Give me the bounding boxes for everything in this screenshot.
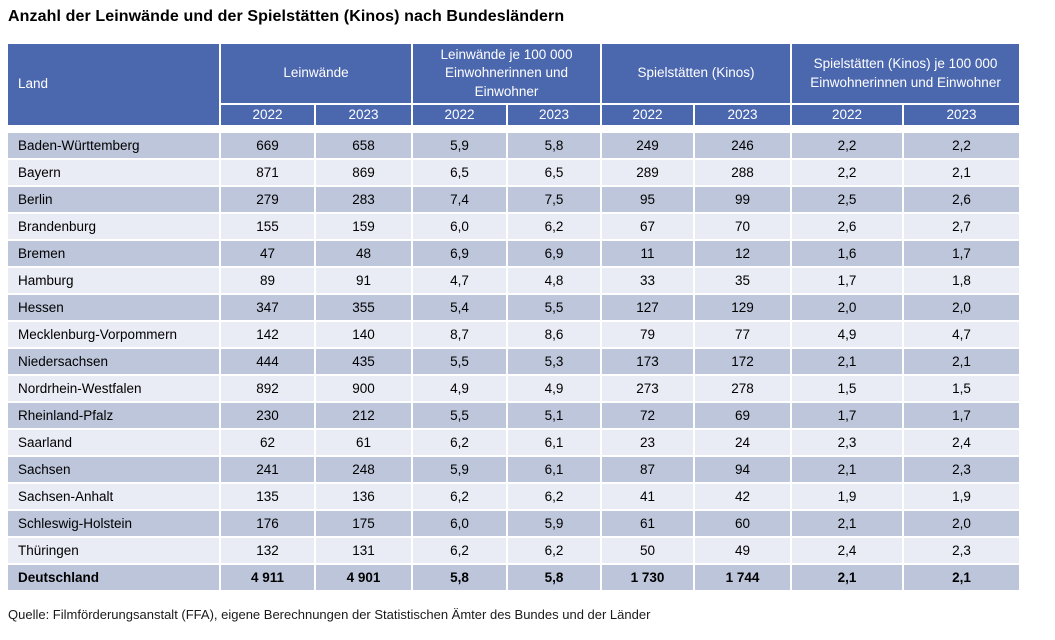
table-row	[8, 457, 1019, 482]
year-header-leinwaende-je-2023: 2023	[508, 105, 600, 131]
table-row	[8, 376, 1019, 401]
cell-value: 61	[602, 511, 693, 536]
cell-value: 5,5	[508, 295, 600, 320]
row-land-label: Niedersachsen	[8, 349, 219, 374]
cell-value: 175	[316, 511, 411, 536]
cell-value: 132	[221, 538, 314, 563]
table-row	[8, 430, 1019, 455]
cell-value: 135	[221, 484, 314, 509]
cell-value: 91	[316, 268, 411, 293]
column-group-spielstaetten-je-100000: Spielstätten (Kinos) je 100 000 Einwohnerinnen und Einwohner	[792, 44, 1019, 103]
row-land-label: Bremen	[8, 241, 219, 266]
table-row	[8, 268, 1019, 293]
cell-value: 273	[602, 376, 693, 401]
year-header-spielstaetten-2023: 2023	[695, 105, 790, 131]
header-group-row	[8, 44, 1019, 103]
cell-value: 5,5	[413, 349, 506, 374]
cell-value: 140	[316, 322, 411, 347]
cell-value: 8,6	[508, 322, 600, 347]
cell-value: 1,7	[792, 403, 902, 428]
cell-value: 6,2	[508, 538, 600, 563]
cell-value: 5,8	[508, 133, 600, 158]
cell-value: 67	[602, 214, 693, 239]
cell-value: 246	[695, 133, 790, 158]
cell-value: 4 911	[221, 565, 314, 590]
source-note: Quelle: Filmförderungsanstalt (FFA), eigene Berechnungen der Statistischen Ämter des Bundes und der Länder	[8, 607, 651, 622]
cell-value: 70	[695, 214, 790, 239]
cell-value: 62	[221, 430, 314, 455]
cell-value: 2,1	[904, 349, 1019, 374]
row-land-label: Bayern	[8, 160, 219, 185]
cell-value: 2,6	[792, 214, 902, 239]
cell-value: 155	[221, 214, 314, 239]
cell-value: 5,5	[413, 403, 506, 428]
table-row	[8, 349, 1019, 374]
table-row	[8, 403, 1019, 428]
cell-value: 61	[316, 430, 411, 455]
row-land-label: Sachsen	[8, 457, 219, 482]
cell-value: 1,7	[904, 403, 1019, 428]
cell-value: 11	[602, 241, 693, 266]
row-land-label: Hessen	[8, 295, 219, 320]
cell-value: 2,4	[792, 538, 902, 563]
cell-value: 6,1	[508, 457, 600, 482]
cell-value: 5,8	[413, 565, 506, 590]
table-row	[8, 322, 1019, 347]
cell-value: 2,0	[904, 295, 1019, 320]
row-land-label: Baden-Württemberg	[8, 133, 219, 158]
cell-value: 5,9	[508, 511, 600, 536]
cell-value: 42	[695, 484, 790, 509]
cell-value: 283	[316, 187, 411, 212]
table-body	[8, 133, 1019, 590]
cell-value: 2,1	[792, 349, 902, 374]
table-row	[8, 187, 1019, 212]
cell-value: 6,9	[413, 241, 506, 266]
cell-value: 72	[602, 403, 693, 428]
cell-value: 79	[602, 322, 693, 347]
cell-value: 94	[695, 457, 790, 482]
year-header-leinwaende-je-2022: 2022	[413, 105, 506, 131]
cell-value: 4,7	[904, 322, 1019, 347]
cell-value: 60	[695, 511, 790, 536]
cell-value: 131	[316, 538, 411, 563]
cell-value: 4,9	[508, 376, 600, 401]
cell-value: 12	[695, 241, 790, 266]
statistics-table	[6, 42, 1021, 592]
cell-value: 176	[221, 511, 314, 536]
table-row	[8, 295, 1019, 320]
cell-value: 1 730	[602, 565, 693, 590]
cell-value: 7,4	[413, 187, 506, 212]
cell-value: 2,1	[904, 565, 1019, 590]
cell-value: 241	[221, 457, 314, 482]
column-header-land: Land	[8, 44, 219, 131]
cell-value: 278	[695, 376, 790, 401]
cell-value: 2,3	[904, 538, 1019, 563]
cell-value: 2,1	[792, 457, 902, 482]
cell-value: 4,9	[413, 376, 506, 401]
cell-value: 248	[316, 457, 411, 482]
cell-value: 444	[221, 349, 314, 374]
cell-value: 288	[695, 160, 790, 185]
cell-value: 279	[221, 187, 314, 212]
row-land-label: Rheinland-Pfalz	[8, 403, 219, 428]
cell-value: 95	[602, 187, 693, 212]
cell-value: 2,0	[792, 295, 902, 320]
cell-value: 2,1	[792, 565, 902, 590]
cell-value: 289	[602, 160, 693, 185]
cell-value: 2,5	[792, 187, 902, 212]
cell-value: 2,2	[792, 160, 902, 185]
row-land-label: Saarland	[8, 430, 219, 455]
cell-value: 2,4	[904, 430, 1019, 455]
cell-value: 1,9	[792, 484, 902, 509]
cell-value: 87	[602, 457, 693, 482]
cell-value: 6,2	[413, 538, 506, 563]
cell-value: 230	[221, 403, 314, 428]
table-row	[8, 511, 1019, 536]
column-group-leinwaende: Leinwände	[221, 44, 411, 103]
cell-value: 2,2	[904, 133, 1019, 158]
cell-value: 2,2	[792, 133, 902, 158]
cell-value: 435	[316, 349, 411, 374]
cell-value: 4,8	[508, 268, 600, 293]
cell-value: 2,0	[904, 511, 1019, 536]
cell-value: 159	[316, 214, 411, 239]
cell-value: 869	[316, 160, 411, 185]
cell-value: 7,5	[508, 187, 600, 212]
year-header-spielstaetten-2022: 2022	[602, 105, 693, 131]
cell-value: 142	[221, 322, 314, 347]
table-header	[8, 44, 1019, 131]
cell-value: 6,5	[508, 160, 600, 185]
cell-value: 2,3	[792, 430, 902, 455]
cell-value: 47	[221, 241, 314, 266]
cell-value: 6,2	[508, 484, 600, 509]
column-group-spielstaetten: Spielstätten (Kinos)	[602, 44, 790, 103]
cell-value: 5,9	[413, 133, 506, 158]
page-title: Anzahl der Leinwände und der Spielstätten (Kinos) nach Bundesländern	[8, 8, 565, 25]
cell-value: 6,1	[508, 430, 600, 455]
cell-value: 5,8	[508, 565, 600, 590]
row-land-label: Nordrhein-Westfalen	[8, 376, 219, 401]
row-land-label: Brandenburg	[8, 214, 219, 239]
cell-value: 1,7	[904, 241, 1019, 266]
cell-value: 1,9	[904, 484, 1019, 509]
column-group-leinwaende-je-100000: Leinwände je 100 000 Einwohnerinnen und Einwohner	[413, 44, 600, 103]
cell-value: 2,1	[904, 160, 1019, 185]
cell-value: 129	[695, 295, 790, 320]
cell-value: 4 901	[316, 565, 411, 590]
cell-value: 1 744	[695, 565, 790, 590]
cell-value: 658	[316, 133, 411, 158]
row-land-label: Hamburg	[8, 268, 219, 293]
table-row-total	[8, 565, 1019, 590]
table-row	[8, 133, 1019, 158]
cell-value: 8,7	[413, 322, 506, 347]
cell-value: 1,7	[792, 268, 902, 293]
cell-value: 212	[316, 403, 411, 428]
cell-value: 871	[221, 160, 314, 185]
row-land-label: Schleswig-Holstein	[8, 511, 219, 536]
row-land-label: Thüringen	[8, 538, 219, 563]
cell-value: 900	[316, 376, 411, 401]
row-land-label: Mecklenburg-Vorpommern	[8, 322, 219, 347]
cell-value: 5,1	[508, 403, 600, 428]
row-land-label: Sachsen-Anhalt	[8, 484, 219, 509]
row-land-label: Berlin	[8, 187, 219, 212]
year-header-spielstaetten-je-2022: 2022	[792, 105, 902, 131]
cell-value: 172	[695, 349, 790, 374]
cell-value: 2,3	[904, 457, 1019, 482]
cell-value: 6,2	[413, 430, 506, 455]
cell-value: 6,9	[508, 241, 600, 266]
cell-value: 6,0	[413, 214, 506, 239]
cell-value: 892	[221, 376, 314, 401]
cell-value: 69	[695, 403, 790, 428]
cell-value: 4,7	[413, 268, 506, 293]
cell-value: 136	[316, 484, 411, 509]
cell-value: 24	[695, 430, 790, 455]
cell-value: 48	[316, 241, 411, 266]
table-row	[8, 214, 1019, 239]
cell-value: 2,7	[904, 214, 1019, 239]
cell-value: 89	[221, 268, 314, 293]
cell-value: 355	[316, 295, 411, 320]
cell-value: 41	[602, 484, 693, 509]
cell-value: 50	[602, 538, 693, 563]
table-row	[8, 241, 1019, 266]
cell-value: 1,6	[792, 241, 902, 266]
cell-value: 2,6	[904, 187, 1019, 212]
cell-value: 249	[602, 133, 693, 158]
cell-value: 23	[602, 430, 693, 455]
year-header-spielstaetten-je-2023: 2023	[904, 105, 1019, 131]
cell-value: 33	[602, 268, 693, 293]
cell-value: 1,5	[904, 376, 1019, 401]
table-row	[8, 484, 1019, 509]
year-header-leinwaende-2023: 2023	[316, 105, 411, 131]
cell-value: 2,1	[792, 511, 902, 536]
cell-value: 6,2	[413, 484, 506, 509]
cell-value: 6,2	[508, 214, 600, 239]
cell-value: 347	[221, 295, 314, 320]
cell-value: 669	[221, 133, 314, 158]
table-row	[8, 160, 1019, 185]
cell-value: 35	[695, 268, 790, 293]
cell-value: 4,9	[792, 322, 902, 347]
cell-value: 127	[602, 295, 693, 320]
year-header-leinwaende-2022: 2022	[221, 105, 314, 131]
cell-value: 99	[695, 187, 790, 212]
cell-value: 173	[602, 349, 693, 374]
table-row	[8, 538, 1019, 563]
cell-value: 77	[695, 322, 790, 347]
cell-value: 5,4	[413, 295, 506, 320]
cell-value: 49	[695, 538, 790, 563]
cell-value: 1,5	[792, 376, 902, 401]
cell-value: 6,5	[413, 160, 506, 185]
cell-value: 1,8	[904, 268, 1019, 293]
cell-value: 6,0	[413, 511, 506, 536]
cell-value: 5,9	[413, 457, 506, 482]
row-land-label: Deutschland	[8, 565, 219, 590]
cell-value: 5,3	[508, 349, 600, 374]
